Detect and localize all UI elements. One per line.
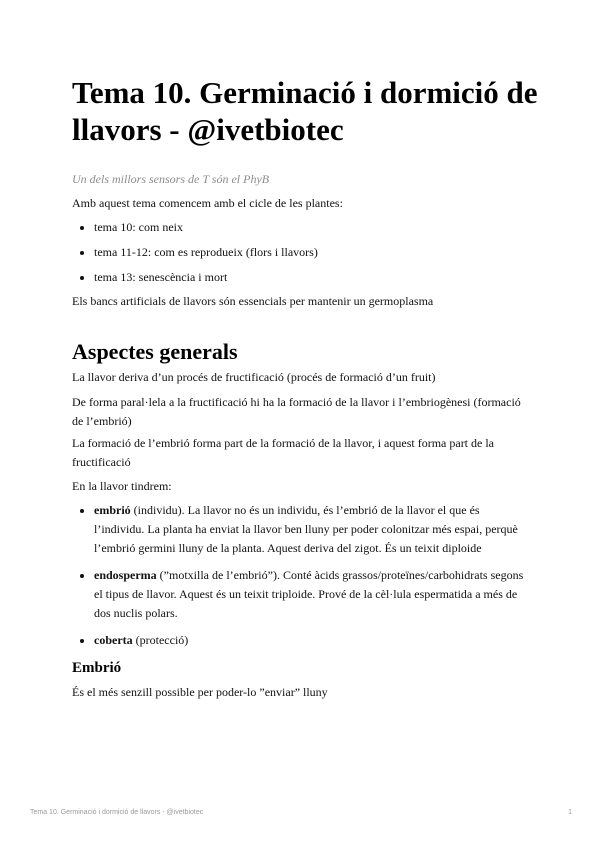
- page-number: 1: [568, 809, 572, 816]
- bullet-icon: [80, 226, 84, 230]
- bullet-icon: [80, 574, 84, 578]
- banks-paragraph: Els bancs artificials de llavors són essencials per mantenir un germoplasma: [72, 294, 434, 308]
- general-paragraph-3: La formació de l’embrió forma part de la formació de la llavor, i aquest forma part de la fructificació: [72, 436, 495, 469]
- bullet-icon: [80, 639, 84, 643]
- list-item-embryo: embrió (individu). La llavor no és un individu, és l’embrió de la llavor el que és l’individu. La planta ha enviat la llavor ben lluny per poder colonitzar més espai, perquè l’embrió germini lluny de la planta. Aquest deriva del zigot. És un teixit diploide: [72, 501, 530, 558]
- page-title: Tema 10. Germinació i dormició de llavors - @ivetbiotec: [72, 75, 538, 147]
- section-heading-embryo: Embrió: [72, 660, 122, 676]
- term-endosperm: endosperma: [94, 568, 157, 582]
- seed-parts-list: [72, 501, 530, 650]
- bullet-icon: [80, 276, 84, 280]
- footer-title: Tema 10. Germinació i dormició de llavors - @ivetbiotec: [30, 809, 204, 816]
- intro-paragraph: Amb aquest tema comencem amb el cicle de les plantes:: [72, 196, 343, 210]
- term-coat: coberta: [94, 633, 133, 647]
- bullet-icon: [80, 509, 84, 513]
- term-embryo: embrió: [94, 503, 131, 517]
- list-item-endosperm: endosperma (”motxilla de l’embrió”). Conté àcids grassos/proteïnes/carbohidrats segons el tipus de llavor. Aquest és un teixit triploide. Prové de la cèl·lula espermatida a més de dos nuclis polars.: [72, 566, 530, 623]
- subtitle: Un dels millors sensors de T són el PhyB: [72, 172, 270, 186]
- section-heading-general: Aspectes generals: [72, 339, 238, 364]
- embryo-paragraph: És el més senzill possible per poder-lo ”enviar” lluny: [72, 685, 328, 699]
- list-item-coat: coberta (protecció): [72, 631, 530, 650]
- bullet-icon: [80, 251, 84, 255]
- topics-list: [72, 218, 530, 287]
- list-item: tema 10: com neix: [72, 218, 530, 237]
- general-paragraph-4: En la llavor tindrem:: [72, 479, 172, 493]
- list-item: tema 13: senescència i mort: [72, 268, 530, 287]
- list-item: tema 11-12: com es reprodueix (flors i llavors): [72, 243, 530, 262]
- general-paragraph-2: De forma paral·lela a la fructificació hi ha la formació de la llavor i l’embriogènesi (formació de l’embrió): [72, 395, 521, 428]
- general-paragraph-1: La llavor deriva d’un procés de fructificació (procés de formació d’un fruit): [72, 370, 436, 384]
- page-footer: [30, 809, 572, 823]
